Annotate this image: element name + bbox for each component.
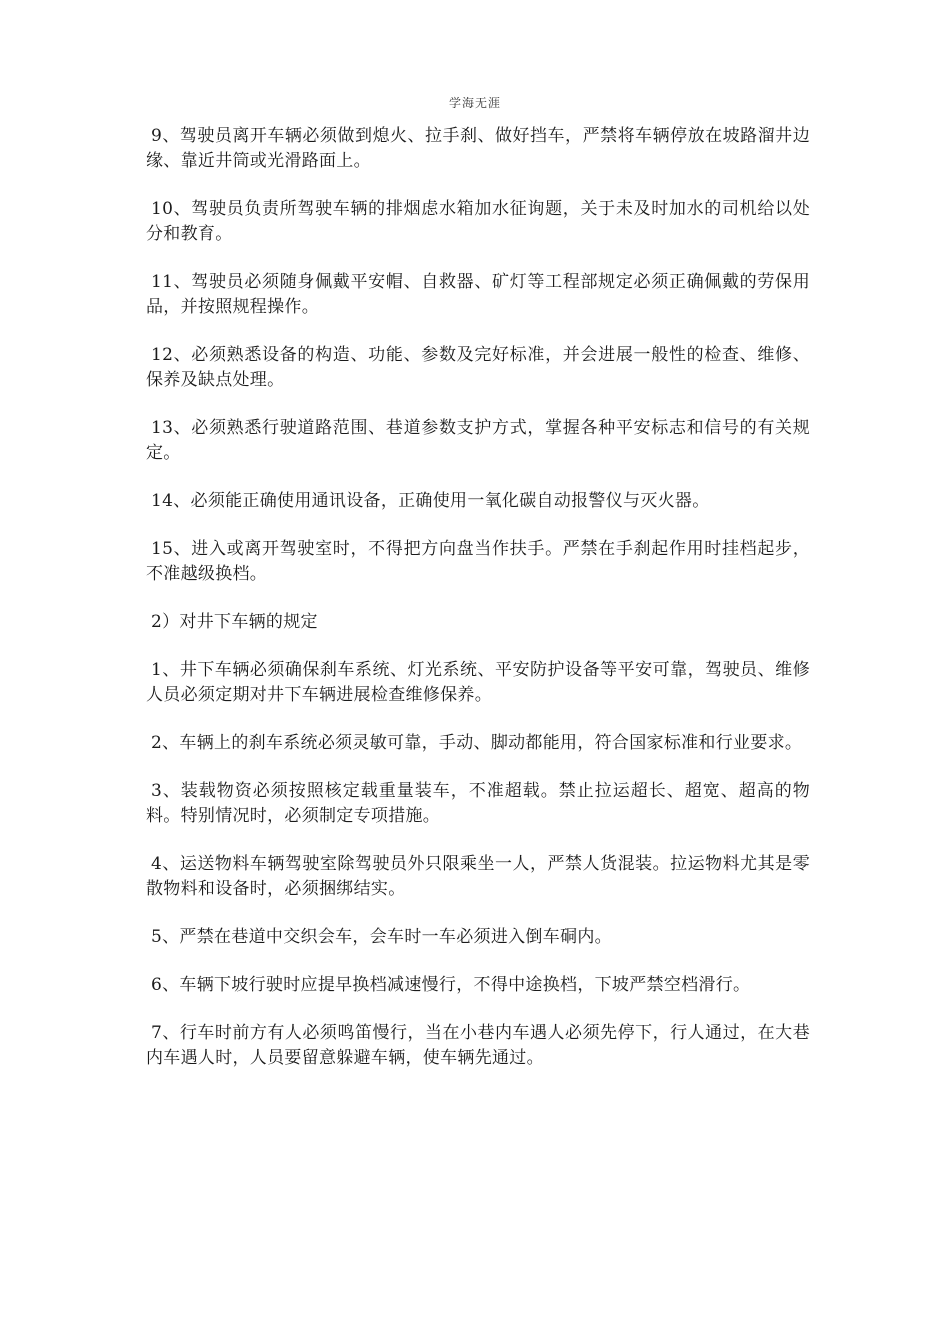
paragraph-rule-14: 14、必须能正确使用通讯设备，正确使用一氧化碳自动报警仪与灭火器。 bbox=[151, 491, 710, 511]
paragraph-vehicle-rule-7: 7、行车时前方有人必须鸣笛慢行，当在小巷内车遇人必须先停下，行人通过，在大巷内车遇人时，人员要留意躲避车辆，使车辆先通过。 bbox=[146, 1023, 810, 1068]
paragraph-rule-10: 10、驾驶员负责所驾驶车辆的排烟虑水箱加水征询题，关于未及时加水的司机给以处分和教育。 bbox=[146, 199, 810, 244]
paragraph-vehicle-rule-4: 4、运送物料车辆驾驶室除驾驶员外只限乘坐一人，严禁人货混装。拉运物料尤其是零散物料和设备时，必须捆绑结实。 bbox=[146, 854, 810, 899]
paragraph-rule-9: 9、驾驶员离开车辆必须做到熄火、拉手刹、做好挡车，严禁将车辆停放在坡路溜井边缘、靠近井筒或光滑路面上。 bbox=[146, 126, 810, 171]
paragraph-rule-12: 12、必须熟悉设备的构造、功能、参数及完好标准，并会进展一般性的检查、维修、保养及缺点处理。 bbox=[146, 345, 810, 390]
paragraph-vehicle-rule-2: 2、车辆上的刹车系统必须灵敏可靠，手动、脚动都能用，符合国家标准和行业要求。 bbox=[151, 733, 803, 753]
paragraph-vehicle-rule-1: 1、井下车辆必须确保刹车系统、灯光系统、平安防护设备等平安可靠，驾驶员、维修人员必须定期对井下车辆进展检查维修保养。 bbox=[146, 660, 810, 705]
page-header: 学海无涯 bbox=[448, 96, 501, 110]
paragraph-rule-13: 13、必须熟悉行驶道路范围、巷道参数支护方式，掌握各种平安标志和信号的有关规定。 bbox=[146, 418, 810, 463]
paragraph-rule-11: 11、驾驶员必须随身佩戴平安帽、自救器、矿灯等工程部规定必须正确佩戴的劳保用品，并按照规程操作。 bbox=[146, 272, 810, 317]
paragraph-vehicle-rule-5: 5、严禁在巷道中交织会车，会车时一车必须进入倒车硐内。 bbox=[151, 927, 612, 947]
paragraph-rule-15: 15、进入或离开驾驶室时，不得把方向盘当作扶手。严禁在手刹起作用时挂档起步，不准越级换档。 bbox=[146, 539, 810, 584]
paragraph-vehicle-rule-6: 6、车辆下坡行驶时应提早换档减速慢行，不得中途换档，下坡严禁空档滑行。 bbox=[151, 975, 751, 995]
document-body bbox=[146, 124, 810, 1094]
paragraph-vehicle-rule-3: 3、装载物资必须按照核定载重量装车，不准超载。禁止拉运超长、超宽、超高的物料。特别情况时，必须制定专项措施。 bbox=[146, 781, 810, 826]
section-heading-vehicle-rules: 2）对井下车辆的规定 bbox=[151, 612, 318, 632]
